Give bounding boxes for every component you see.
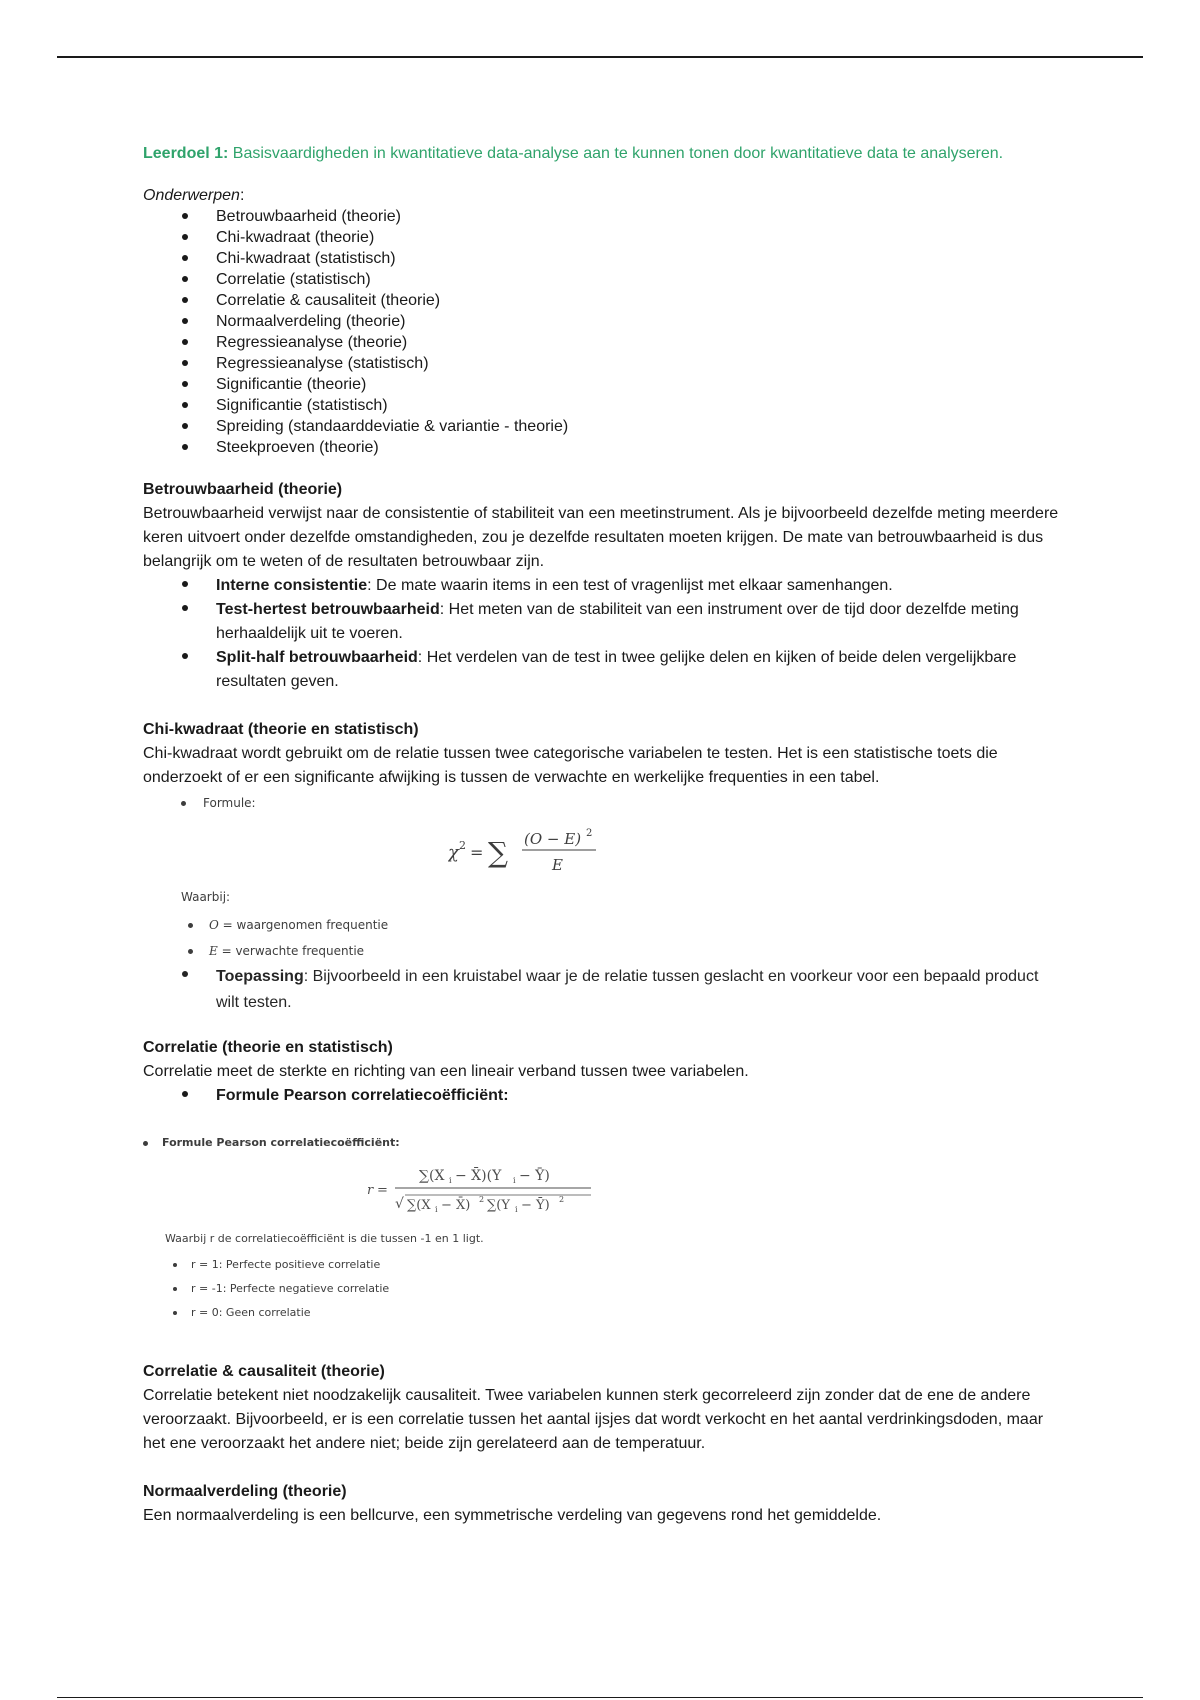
list-item: Correlatie & causaliteit (theorie) xyxy=(143,290,1063,311)
definition-text: = verwachte frequentie xyxy=(217,944,365,958)
bottom-rule xyxy=(57,1697,1143,1698)
correlation-section xyxy=(143,1036,1063,1338)
pearson-formula xyxy=(367,1160,627,1220)
section-heading: Chi-kwadraat (theorie en statistisch) xyxy=(143,721,419,738)
topics-label xyxy=(143,185,1063,206)
symbol: O xyxy=(209,918,219,932)
svg-text:− Ȳ): − Ȳ) xyxy=(519,1168,550,1184)
term: Test-hertest betrouwbaarheid xyxy=(216,601,440,618)
svg-text:i: i xyxy=(435,1205,438,1214)
svg-text:(O − E): (O − E) xyxy=(524,830,582,848)
definition: : Bijvoorbeeld in een kruistabel waar je de relatie tussen geslacht en voorkeur voor een bepaald product wilt testen. xyxy=(216,968,1039,1011)
svg-text:i: i xyxy=(513,1176,516,1185)
case-text: r = 1: Perfecte positieve correlatie xyxy=(191,1258,381,1271)
formula-label-text: Formule: xyxy=(203,796,256,810)
svg-text:2: 2 xyxy=(459,839,466,852)
svg-text:i: i xyxy=(449,1176,452,1185)
symbol: E xyxy=(209,944,218,958)
svg-text:√: √ xyxy=(395,1196,404,1212)
pearson-list xyxy=(143,1084,1063,1108)
list-item xyxy=(143,646,1063,694)
list-item: Betrouwbaarheid (theorie) xyxy=(143,206,1063,227)
svg-text:=: = xyxy=(377,1183,388,1198)
normal-distribution-section xyxy=(143,1480,1063,1528)
formula-label xyxy=(143,1136,400,1149)
list-item: Normaalverdeling (theorie) xyxy=(143,311,1063,332)
svg-text:χ: χ xyxy=(448,842,459,863)
section-body: Chi-kwadraat wordt gebruikt om de relatie tussen twee categorische variabelen te testen. Het is een statistische toets die onderzoekt of er een significante afwijking is tussen de verwachte en werkelijke frequenties in een tabel. xyxy=(143,745,998,786)
svg-text:r: r xyxy=(367,1183,374,1198)
section-body: Correlatie betekent niet noodzakelijk causaliteit. Twee variabelen kunnen sterk gecorreleerd zijn zonder dat de ene de andere veroorzaakt. Bijvoorbeeld, er is een correlatie tussen het aantal ijsjes dat wordt verkocht en het aantal verdrinkingsdoden, maar het ene veroorzaakt het andere niet; beide zijn gerelateerd aan de temperatuur. xyxy=(143,1387,1044,1452)
definition-row xyxy=(188,918,388,932)
list-item: Chi-kwadraat (statistisch) xyxy=(143,248,1063,269)
svg-text:2: 2 xyxy=(559,1195,565,1204)
list-item xyxy=(143,598,1063,646)
reliability-section xyxy=(143,478,1063,694)
list-item xyxy=(143,574,1063,598)
term: Split-half betrouwbaarheid xyxy=(216,649,418,666)
svg-text:2: 2 xyxy=(586,828,593,839)
list-item: Significantie (theorie) xyxy=(143,374,1063,395)
list-item: Regressieanalyse (statistisch) xyxy=(143,353,1063,374)
list-item: Regressieanalyse (theorie) xyxy=(143,332,1063,353)
case-text: r = 0: Geen correlatie xyxy=(191,1306,311,1319)
pearson-formula-image xyxy=(143,1108,1063,1338)
chi-application-list xyxy=(143,964,1063,1016)
reliability-list xyxy=(143,574,1063,694)
learning-goal xyxy=(143,144,1063,164)
case-row xyxy=(173,1282,389,1295)
svg-text:∑(Y: ∑(Y xyxy=(487,1198,510,1213)
definition: : De mate waarin items in een test of vragenlijst met elkaar samenhangen. xyxy=(367,577,893,594)
section-heading: Correlatie & causaliteit (theorie) xyxy=(143,1363,385,1380)
chi-formula-image xyxy=(143,790,1063,1012)
list-item: Spreiding (standaarddeviatie & variantie - theorie) xyxy=(143,416,1063,437)
formula-label xyxy=(181,796,256,810)
list-item: Chi-kwadraat (theorie) xyxy=(143,227,1063,248)
list-item: Steekproeven (theorie) xyxy=(143,437,1063,458)
causality-section xyxy=(143,1360,1063,1456)
section-body: Betrouwbaarheid verwijst naar de consistentie of stabiliteit van een meetinstrument. Als je bijvoorbeeld dezelfde meting meerdere keren uitvoert onder dezelfde omstandigheden, zou je dezelfde resultaten moeten krijgen. De mate van betrouwbaarheid is dus belangrijk om te weten of de resultaten betrouwbaar zijn. xyxy=(143,505,1059,570)
svg-text:− Ȳ): − Ȳ) xyxy=(521,1198,550,1213)
svg-text:∑(X: ∑(X xyxy=(419,1168,445,1184)
definition-row xyxy=(188,944,364,958)
top-rule xyxy=(57,56,1143,58)
term: Toepassing xyxy=(216,968,304,985)
case-row xyxy=(173,1306,311,1319)
svg-text:∑: ∑ xyxy=(488,836,508,869)
list-item: Significantie (statistisch) xyxy=(143,395,1063,416)
svg-text:2: 2 xyxy=(479,1195,485,1204)
section-heading: Correlatie (theorie en statistisch) xyxy=(143,1039,393,1056)
list-item xyxy=(143,1084,1063,1108)
section-body: Een normaalverdeling is een bellcurve, een symmetrische verdeling van gegevens rond het gemiddelde. xyxy=(143,1507,882,1524)
section-body: Correlatie meet de sterkte en richting van een lineair verband tussen twee variabelen. xyxy=(143,1063,749,1080)
list-item xyxy=(143,964,1063,1016)
svg-text:=: = xyxy=(470,843,484,862)
svg-text:∑(X: ∑(X xyxy=(407,1198,431,1213)
svg-text:E: E xyxy=(552,856,563,874)
definition: : Het meten van de stabiliteit van een instrument over de tijd door dezelfde meting herhaaldelijk uit te voeren. xyxy=(216,601,1019,642)
chi-square-section xyxy=(143,718,1063,1012)
where-label: Waarbij: xyxy=(181,890,231,904)
learning-goal-prefix: Leerdoel 1: xyxy=(143,145,229,162)
topics-section xyxy=(143,185,1063,458)
topics-list xyxy=(143,206,1063,458)
term: Formule Pearson correlatiecoëfficiënt: xyxy=(216,1087,509,1104)
definition-text: = waargenomen frequentie xyxy=(218,918,389,932)
term: Interne consistentie xyxy=(216,577,368,594)
topics-label-text: Onderwerpen xyxy=(143,187,240,204)
document-body xyxy=(143,144,1063,1528)
case-text: r = -1: Perfecte negatieve correlatie xyxy=(191,1282,390,1295)
chi-square-formula xyxy=(448,822,648,882)
where-label: Waarbij r de correlatiecoëfficiënt is die tussen -1 en 1 ligt. xyxy=(165,1232,484,1245)
learning-goal-text: Basisvaardigheden in kwantitatieve data-analyse aan te kunnen tonen door kwantitatieve data te analyseren. xyxy=(228,145,1004,162)
definition: : Het verdelen van de test in twee gelijke delen en kijken of beide delen vergelijkbare resultaten geven. xyxy=(216,649,1017,690)
svg-text:i: i xyxy=(515,1205,518,1214)
section-heading: Normaalverdeling (theorie) xyxy=(143,1483,347,1500)
section-heading: Betrouwbaarheid (theorie) xyxy=(143,481,343,498)
formula-label-text: Formule Pearson correlatiecoëfficiënt: xyxy=(162,1136,400,1149)
list-item: Correlatie (statistisch) xyxy=(143,269,1063,290)
case-row xyxy=(173,1258,380,1271)
topics-label-colon: : xyxy=(239,187,245,204)
svg-text:− X̄): − X̄) xyxy=(441,1198,471,1213)
svg-text:− X̄)(Y: − X̄)(Y xyxy=(455,1168,502,1184)
